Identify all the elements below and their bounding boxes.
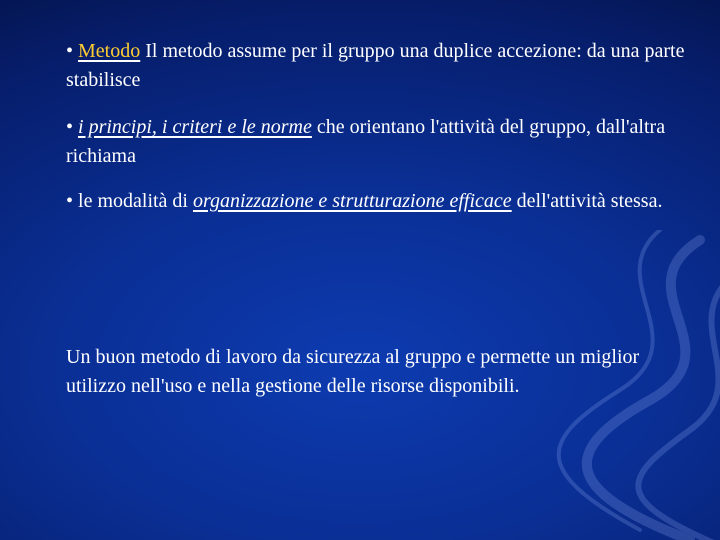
paragraph-prefix: le modalità di (78, 190, 193, 212)
paragraph-conclusion (66, 343, 696, 401)
paragraph-modalita (66, 187, 696, 216)
paragraph-text: dell'attività stessa. (511, 190, 663, 212)
bullet: • (66, 40, 74, 62)
paragraph-principi (66, 113, 696, 171)
paragraph-text: che orientano l'attività del gruppo, dall'altra richiama (66, 116, 666, 167)
paragraph-text: Il metodo assume per il gruppo una duplice accezione: da una parte stabilisce (66, 40, 685, 91)
keyword-organizzazione: organizzazione e strutturazione efficace (193, 190, 512, 212)
paragraph-text: Un buon metodo di lavoro da sicurezza al gruppo e permette un miglior utilizzo nell'uso e nella gestione delle risorse disponibili. (66, 346, 640, 397)
keyword-metodo: Metodo (78, 40, 141, 62)
keyword-principi: i principi, i criteri e le norme (78, 116, 312, 138)
bullet: • (66, 190, 74, 212)
bullet: • (66, 116, 74, 138)
paragraph-metodo (66, 37, 696, 95)
